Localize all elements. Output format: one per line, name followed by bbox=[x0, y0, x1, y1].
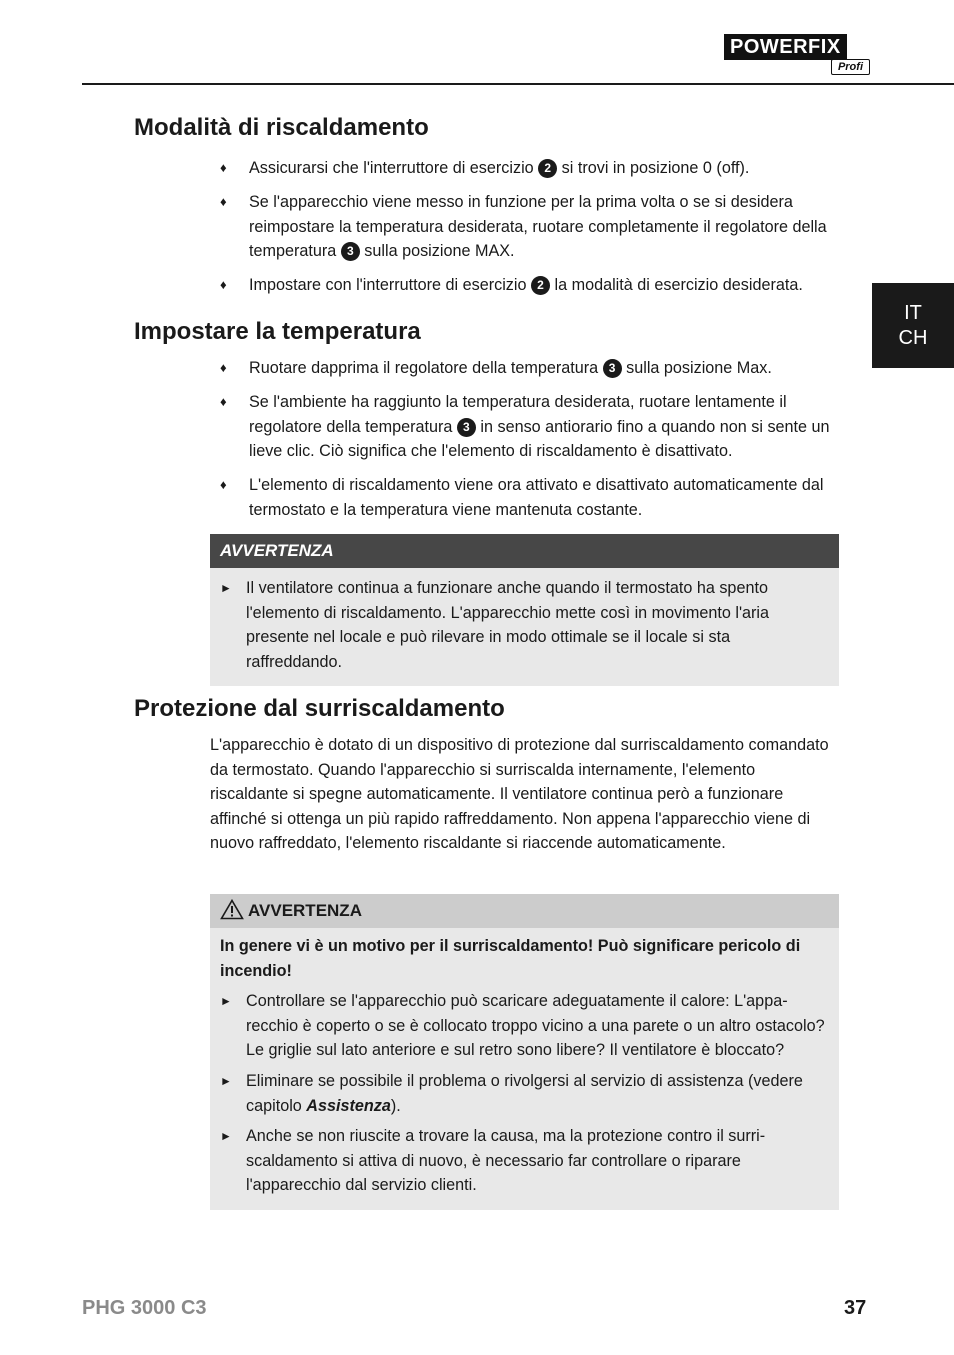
section-title-overheat-protection: Protezione dal surriscaldamento bbox=[134, 695, 505, 722]
callout-number-icon: 3 bbox=[603, 359, 622, 378]
list-item: ► Anche se non riuscite a trovare la causa, ma la protezione contro il surri-scaldamento si attiva di nuovo, è necessario far controllare o riparare l'apparecchio dal servizio clienti. bbox=[220, 1124, 829, 1198]
language-tab-line2: CH bbox=[898, 326, 928, 349]
section-title-heating-mode: Modalità di riscaldamento bbox=[134, 114, 429, 141]
warning-header bbox=[210, 894, 839, 928]
warning-title: AVVERTENZA bbox=[248, 901, 362, 920]
section-title-set-temperature: Impostare la temperatura bbox=[134, 318, 421, 345]
warning-triangle-icon bbox=[220, 899, 244, 920]
header-rule bbox=[82, 83, 954, 85]
list-item: ► Il ventilatore continua a funzionare anche quando il termostato ha spento l'elemento di riscaldamento. L'apparecchio mette così in movimento l'aria presente nel locale e può rilevare in modo ottimale se il locale si sta raffreddando. bbox=[220, 576, 829, 674]
heating-mode-list bbox=[220, 156, 840, 307]
warning-list bbox=[210, 983, 839, 1210]
overheat-paragraph: L'apparecchio è dotato di un dispositivo di protezione dal surriscaldamento comandato da termostato. Quando l'apparecchio si surriscalda internamente, l'elemento riscaldante si spegne automaticamente. Il ventilatore continua però a funzionare affinché si ottenga un più rapido raffreddamento. Non appena l'apparecchio viene di nuovo raffreddato, l'elemento riscaldante si riaccende automaticamente. bbox=[210, 736, 829, 853]
arrow-bullet-icon: ► bbox=[220, 1129, 232, 1144]
list-item: ♦ Se l'apparecchio viene messo in funzione per la prima volta o se si desidera reimpostare la temperatura desiderata, ruotare completamente il regolatore della temperatura 3 sulla posizione MAX. bbox=[220, 190, 840, 264]
warning-box-overheat bbox=[210, 894, 839, 1210]
diamond-bullet-icon: ♦ bbox=[220, 160, 227, 175]
list-item: ♦ Ruotare dapprima il regolatore della temperatura 3 sulla posizione Max. bbox=[220, 356, 840, 381]
arrow-bullet-icon: ► bbox=[220, 994, 232, 1009]
warning-list bbox=[210, 568, 839, 686]
footer-page-number: 37 bbox=[844, 1297, 867, 1319]
arrow-bullet-icon: ► bbox=[220, 581, 232, 595]
logo-wordmark: POWERFIX bbox=[724, 34, 847, 60]
diamond-bullet-icon: ♦ bbox=[220, 360, 227, 375]
arrow-bullet-icon: ► bbox=[220, 1073, 232, 1088]
list-item: ♦ Assicurarsi che l'interruttore di esercizio 2 si trovi in posizione 0 (off). bbox=[220, 156, 840, 181]
diamond-bullet-icon: ♦ bbox=[220, 194, 227, 210]
list-item: ► Eliminare se possibile il problema o rivolgersi al servizio di assistenza (vedere capitolo Assistenza). bbox=[220, 1069, 829, 1118]
brand-logo bbox=[724, 34, 870, 76]
chapter-reference: Assistenza bbox=[306, 1096, 391, 1115]
list-item: ♦ Se l'ambiente ha raggiunto la temperatura desiderata, ruotare lentamente il regolatore della temperatura 3 in senso antiorario fino a quando non si sente un lieve clic. Ciò significa che l'elemento di riscaldamento è disattivato. bbox=[220, 390, 840, 464]
set-temperature-list bbox=[220, 356, 840, 532]
footer-model-number: PHG 3000 C3 bbox=[82, 1297, 207, 1319]
callout-number-icon: 2 bbox=[531, 276, 550, 295]
list-item: ► Controllare se l'apparecchio può scaricare adeguatamente il calore: L'appa-recchio è coperto o se è collocato troppo vicino a una parete o un altro ostacolo? Le griglie sul lato anteriore e sul retro sono libere? Il ventilatore è bloccato? bbox=[220, 989, 829, 1063]
diamond-bullet-icon: ♦ bbox=[220, 394, 227, 410]
list-item: ♦ L'elemento di riscaldamento viene ora attivato e disattivato automaticamente dal termostato e la temperatura viene mantenuta costante. bbox=[220, 473, 840, 522]
warning-box-fan bbox=[210, 534, 839, 686]
language-tab bbox=[872, 283, 954, 368]
diamond-bullet-icon: ♦ bbox=[220, 477, 227, 493]
warning-title: AVVERTENZA bbox=[210, 534, 839, 568]
callout-number-icon: 3 bbox=[341, 242, 360, 261]
warning-strong-text: In genere vi è un motivo per il surriscaldamento! Può significare pericolo di incendio! bbox=[220, 937, 801, 980]
callout-number-icon: 3 bbox=[457, 418, 476, 437]
diamond-bullet-icon: ♦ bbox=[220, 277, 227, 293]
list-item: ♦ Impostare con l'interruttore di esercizio 2 la modalità di esercizio desiderata. bbox=[220, 273, 840, 298]
callout-number-icon: 2 bbox=[538, 159, 557, 178]
logo-sub: Profi bbox=[831, 59, 870, 75]
language-tab-line1: IT bbox=[904, 301, 922, 324]
